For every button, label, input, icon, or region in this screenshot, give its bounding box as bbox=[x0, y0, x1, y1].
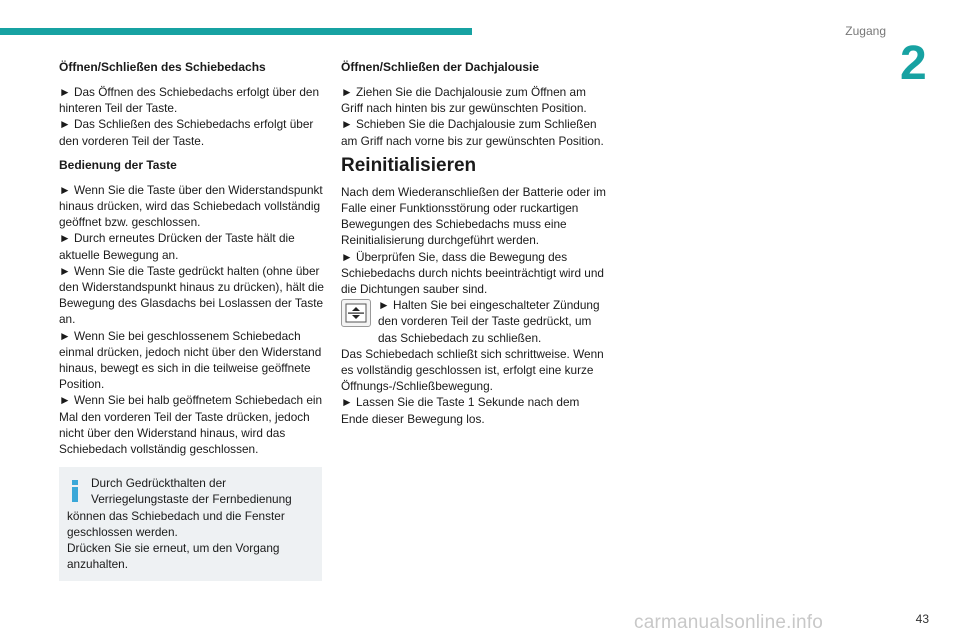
paragraph: ► Überprüfen Sie, dass die Bewegung des Schiebedachs durch nichts beeinträchtigt wird und die Dichtungen sauber sind. bbox=[341, 249, 604, 297]
paragraph: ► Halten Sie bei eingeschalteter Zündung den vorderen Teil der Taste gedrückt, um das Schiebedach zu schließen. bbox=[378, 298, 600, 345]
right-column bbox=[341, 59, 606, 427]
paragraph: ► Lassen Sie die Taste 1 Sekunde nach dem Ende dieser Bewegung los. bbox=[341, 395, 580, 426]
heading-button-operation: Bedienung der Taste bbox=[59, 157, 177, 172]
heading-open-close-blind: Öffnen/Schließen der Dachjalousie bbox=[341, 60, 540, 74]
paragraph: ► Schieben Sie die Dachjalousie zum Schließen am Griff nach vorne bis zur gewünschten Position. bbox=[341, 117, 604, 148]
sunroof-switch-icon bbox=[341, 299, 371, 327]
paragraph: ► Wenn Sie die Taste gedrückt halten (ohne über den Widerstandspunkt hinaus zu drücken), hält die Bewegung des Glasdachs bei Loslassen der Taste an. bbox=[59, 263, 324, 327]
paragraph: ► Ziehen Sie die Dachjalousie zum Öffnen am Griff nach hinten bis zur gewünschten Position. bbox=[341, 85, 587, 116]
button-instruction bbox=[341, 297, 606, 346]
info-text: Drücken Sie sie erneut, um den Vorgang anzuhalten. bbox=[67, 541, 280, 572]
paragraph: ► Wenn Sie bei geschlossenem Schiebedach einmal drücken, jedoch nicht über den Widerstand hinaus, bewegt es sich in die teilweise geöffnete Position. bbox=[59, 328, 322, 392]
paragraph: ► Das Schließen des Schiebedachs erfolgt über den vorderen Teil der Taste. bbox=[59, 117, 314, 148]
paragraph: Nach dem Wiederanschließen der Batterie oder im Falle einer Funktionsstörung oder ruckartigen Bewegungen des Schiebedachs muss eine Reinitialisierung durchgeführt werden. bbox=[341, 184, 606, 248]
top-accent-bar bbox=[0, 28, 472, 35]
page-number: 43 bbox=[915, 612, 929, 626]
chapter-number: 2 bbox=[900, 37, 927, 90]
left-column bbox=[59, 59, 324, 581]
info-box bbox=[59, 467, 322, 581]
paragraph: Das Schiebedach schließt sich schrittweise. Wenn es vollständig geschlossen ist, erfolgt eine kurze Öffnungs-/Schließbewegung. bbox=[341, 346, 604, 394]
heading-open-close-sunroof: Öffnen/Schließen des Schiebedachs bbox=[59, 60, 266, 74]
paragraph: ► Durch erneutes Drücken der Taste hält die aktuelle Bewegung an. bbox=[59, 231, 295, 262]
section-label: Zugang bbox=[845, 24, 886, 38]
info-text: Durch Gedrückthalten der Verriegelungstaste der Fernbedienung bbox=[91, 476, 292, 507]
paragraph: ► Das Öffnen des Schiebedachs erfolgt über den hinteren Teil der Taste. bbox=[59, 85, 320, 116]
watermark: carmanualsonline.info bbox=[634, 612, 824, 633]
paragraph: ► Wenn Sie die Taste über den Widerstandspunkt hinaus drücken, wird das Schiebedach vollständig geöffnet bzw. geschlossen. bbox=[59, 182, 323, 230]
paragraph: ► Wenn Sie bei halb geöffnetem Schiebedach ein Mal den vorderen Teil der Taste drücken, jedoch nicht über den Widerstand hinaus, wird das Schiebedach vollständig geschlossen. bbox=[59, 393, 323, 457]
info-text: können das Schiebedach und die Fenster geschlossen werden. bbox=[67, 508, 285, 539]
heading-reinitialize: Reinitialisieren bbox=[341, 154, 477, 176]
info-icon bbox=[71, 480, 79, 502]
